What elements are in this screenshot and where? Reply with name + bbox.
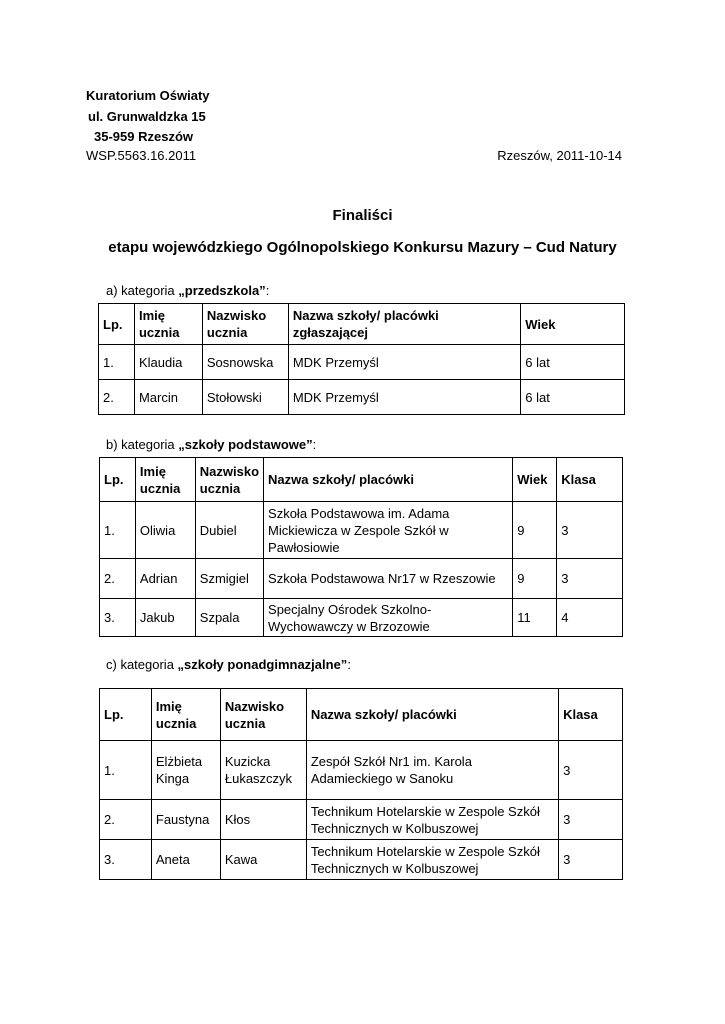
cell: 11 [513,599,557,637]
cell: Zespół Szkół Nr1 im. Karola Adamieckiego w Sanoku [306,741,558,800]
category-suffix: : [312,437,317,452]
cell: Kuzicka Łukaszczyk [220,741,306,800]
cell: Klaudia [134,345,202,380]
category-name: „przedszkola” [178,283,266,298]
col-header: Lp. [100,458,136,502]
cell: Adrian [135,559,195,599]
category-suffix: : [265,283,270,298]
table-primary [99,457,623,637]
category-suffix: : [347,657,351,672]
cell: Dubiel [195,502,263,559]
category-prefix: a) kategoria [106,283,179,298]
cell: 3 [559,800,623,840]
org-name: Kuratorium Oświaty [86,88,210,103]
cell: MDK Przemyśl [288,345,520,380]
cell: 6 lat [521,345,625,380]
cell: 9 [513,502,557,559]
category-label-preschool [106,283,269,298]
title-contest: etapu wojewódzkiego Ogólnopolskiego Konkursu Mazury – Cud Natury [108,239,617,256]
cell: Jakub [135,599,195,637]
cell: Szmigiel [195,559,263,599]
cell: 3 [557,559,623,599]
cell: Stołowski [202,380,288,415]
cell: 2. [100,559,136,599]
table-row [100,840,623,880]
address-block [86,86,210,148]
table-preschool [98,303,625,415]
col-header: Imię ucznia [151,689,220,741]
category-name: „szkoły ponadgimnazjalne” [177,657,348,672]
cell: Szkoła Podstawowa im. Adama Mickiewicza w Zespole Szkół w Pawłosiowie [264,502,513,559]
category-prefix: b) kategoria [106,437,179,452]
col-header: Nazwisko ucznia [202,304,288,345]
category-label-secondary [106,657,351,672]
table-row [100,741,623,800]
cell: Kłos [220,800,306,840]
col-header: Nazwa szkoły/ placówki [306,689,558,741]
cell: MDK Przemyśl [288,380,520,415]
cell: 3 [557,502,623,559]
col-header: Nazwisko ucznia [195,458,263,502]
reference-number: WSP.5563.16.2011 [86,148,197,163]
cell: 3. [100,599,136,637]
table-row [100,502,623,559]
table-row [100,599,623,637]
cell: 4 [557,599,623,637]
category-prefix: c) kategoria [106,657,178,672]
category-name: „szkoły podstawowe” [178,437,313,452]
table-row [99,380,625,415]
city-address: 35-959 Rzeszów [94,129,193,144]
cell: 3 [559,741,623,800]
cell: 1. [100,502,136,559]
col-header: Imię ucznia [134,304,202,345]
table-row [100,800,623,840]
table-row [99,345,625,380]
col-header: Nazwisko ucznia [220,689,306,741]
cell: 9 [513,559,557,599]
table-header-row [100,689,623,741]
col-header: Klasa [559,689,623,741]
cell: Technikum Hotelarskie w Zespole Szkół Technicznych w Kolbuszowej [306,800,558,840]
col-header: Wiek [513,458,557,502]
table-secondary [99,688,623,880]
cell: Szkoła Podstawowa Nr17 w Rzeszowie [264,559,513,599]
category-label-primary [106,437,316,452]
col-header: Wiek [521,304,625,345]
cell: Faustyna [151,800,220,840]
cell: 3. [100,840,152,880]
cell: 2. [100,800,152,840]
street-address: ul. Grunwaldzka 15 [88,108,206,124]
cell: Technikum Hotelarskie w Zespole Szkół Technicznych w Kolbuszowej [306,840,558,880]
title-finalists: Finaliści [332,207,393,224]
document-date: Rzeszów, 2011-10-14 [497,148,622,163]
cell: Oliwia [135,502,195,559]
col-header: Nazwa szkoły/ placówki zgłaszającej [288,304,520,345]
cell: 3 [559,840,623,880]
col-header: Klasa [557,458,623,502]
cell: 2. [99,380,135,415]
cell: Specjalny Ośrodek Szkolno-Wychowawczy w Brzozowie [264,599,513,637]
table-header-row [100,458,623,502]
cell: 1. [100,741,152,800]
cell: Szpala [195,599,263,637]
cell: Elżbieta Kinga [151,741,220,800]
cell: Sosnowska [202,345,288,380]
table-row [100,559,623,599]
cell: 1. [99,345,135,380]
col-header: Imię ucznia [135,458,195,502]
col-header: Lp. [100,689,152,741]
cell: Marcin [134,380,202,415]
col-header: Lp. [99,304,135,345]
cell: Aneta [151,840,220,880]
table-header-row [99,304,625,345]
cell: 6 lat [521,380,625,415]
cell: Kawa [220,840,306,880]
col-header: Nazwa szkoły/ placówki [264,458,513,502]
